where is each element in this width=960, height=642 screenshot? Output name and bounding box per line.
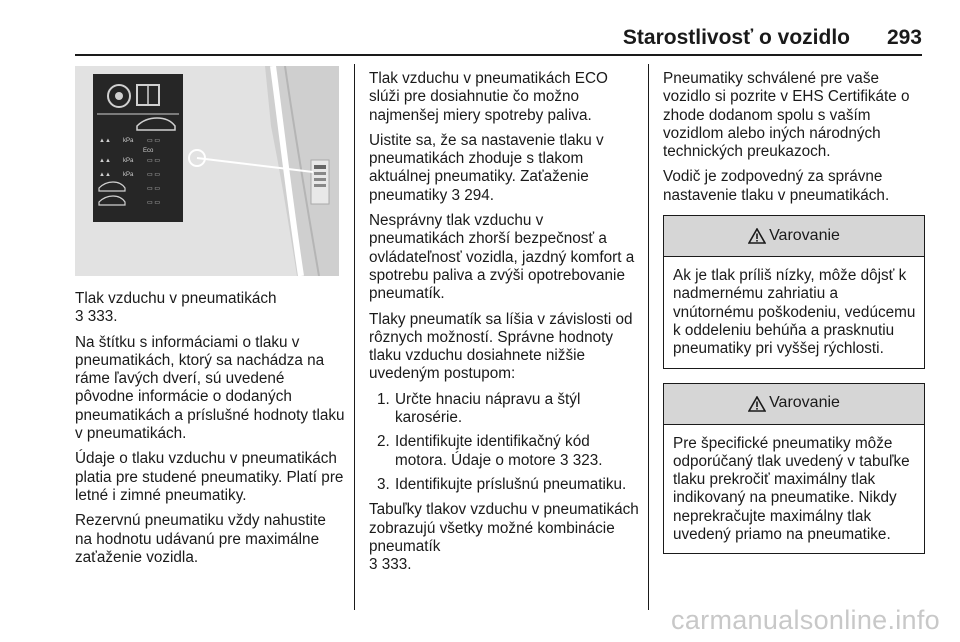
page-reference: 323. (572, 451, 603, 469)
column-left (75, 290, 347, 574)
svg-text:▭ ▭: ▭ ▭ (147, 158, 161, 164)
warning-title: Varovanie (769, 226, 840, 244)
warning-text: Ak je tlak príliš nízky, môže dôjsť k nadmernému zahriatiu a vnútornému poškodeniu, vedúcemu k oddeleniu behúňa a prasknutiu pneumatiky pri vyššej rýchlosti. (673, 267, 916, 358)
svg-text:▲▲: ▲▲ (99, 158, 111, 164)
warning-header (664, 384, 924, 425)
warning-title: Varovanie (769, 394, 840, 412)
column-middle (369, 70, 641, 581)
paragraph: Nesprávny tlak vzduchu v pneumatikách zhorší bezpečnosť a ovládateľnosť vozidla, jazdný komfort a spotrebu paliva a zvýši opotrebovanie pneumatík. (369, 212, 635, 303)
door-frame-illustration (75, 66, 339, 276)
reference-arrow-icon: 3 (75, 308, 84, 326)
figure-caption: Tlak vzduchu v pneumatikách 3 333. (75, 290, 277, 326)
paragraph: Rezervnú pneumatiku vždy nahustite na hodnotu udávanú pre maximálne zaťaženie vozidla. (75, 512, 326, 566)
page-reference: 294. (464, 186, 495, 204)
svg-text:kPa: kPa (123, 158, 134, 164)
reference-arrow-icon: 3 (369, 556, 378, 574)
svg-text:kPa: kPa (123, 138, 134, 144)
svg-text:Eco: Eco (143, 148, 154, 154)
paragraph: Uistite sa, že sa nastavenie tlaku v pneumatikách zhoduje s tlakom aktuálnej pneumatiky. Zaťaženie pneumatiky 3 294. (369, 131, 604, 204)
svg-text:▭ ▭: ▭ ▭ (147, 172, 161, 178)
svg-text:▭ ▭: ▭ ▭ (147, 186, 161, 192)
paragraph: Pneumatiky schválené pre vaše vozidlo si pozrite v EHS Certifikáte o zhode dodanom spolu s vaším vozidlom alebo iných národných technických preukazoch. (663, 70, 910, 161)
warning-text: Pre špecifické pneumatiky môže odporúčaný tlak uvedený v tabuľke tlaku prekročiť maximálny tlak indikovaný na pneumatike. Nikdy neprekračujte maximálny tlak uvedený priamo na pneumatike. (673, 434, 910, 544)
svg-text:▭ ▭: ▭ ▭ (147, 200, 161, 206)
list-item: 1. Určte hnaciu nápravu a štýl karosérie. (377, 390, 581, 427)
warning-box (663, 383, 925, 555)
paragraph: Tabuľky tlakov vzduchu v pneumatikách zobrazujú všetky možné kombinácie pneumatík 3 333. (369, 501, 639, 574)
svg-text:kPa: kPa (123, 172, 134, 178)
header-rule (75, 54, 922, 56)
page-reference: 333. (87, 308, 118, 326)
list-item: 3. Identifikujte príslušnú pneumatiku. (377, 475, 627, 493)
warning-triangle-icon (748, 228, 766, 244)
page-header (0, 0, 960, 58)
warning-box (663, 215, 925, 368)
paragraph: Na štítku s informáciami o tlaku v pneumatikách, ktorý sa nachádza na ráme ľavých dverí, sú uvedené pôvodne informácie o dodaných pneumatikách a príslušné hodnoty tlaku v pneumatikách. (75, 333, 345, 443)
svg-text:▭ ▭: ▭ ▭ (147, 138, 161, 144)
warning-triangle-icon (748, 396, 766, 412)
reference-arrow-icon: 3 (451, 186, 460, 204)
watermark: carmanualsonline.info (671, 605, 940, 635)
paragraph: Tlak vzduchu v pneumatikách ECO slúži pre dosiahnutie čo možno najmenšej miery spotreby paliva. (369, 70, 608, 124)
paragraph: Vodič je zodpovedný za správne nastavenie tlaku v pneumatikách. (663, 168, 890, 204)
tire-pressure-label-figure (75, 66, 339, 276)
svg-text:▲▲: ▲▲ (99, 172, 111, 178)
steps-list (369, 391, 641, 494)
warning-header (664, 216, 924, 257)
column-divider (648, 64, 649, 610)
column-divider (354, 64, 355, 610)
page-reference: 333. (381, 556, 412, 574)
column-right (663, 70, 925, 568)
reference-arrow-icon: 3 (559, 451, 569, 469)
paragraph: Tlaky pneumatík sa líšia v závislosti od rôznych možností. Správne hodnoty tlaku vzduchu dosiahnete nižšie uvedeným postupom: (369, 310, 633, 383)
page-title: Starostlivosť o vozidlo (622, 26, 850, 49)
list-item: 2. Identifikujte identifikačný kód motora. Údaje o motore 3 323. (377, 433, 603, 469)
paragraph: Údaje o tlaku vzduchu v pneumatikách platia pre studené pneumatiky. Platí pre letné i zimné pneumatiky. (75, 450, 344, 504)
page-number: 293 (886, 26, 922, 49)
svg-text:▲▲: ▲▲ (99, 138, 111, 144)
